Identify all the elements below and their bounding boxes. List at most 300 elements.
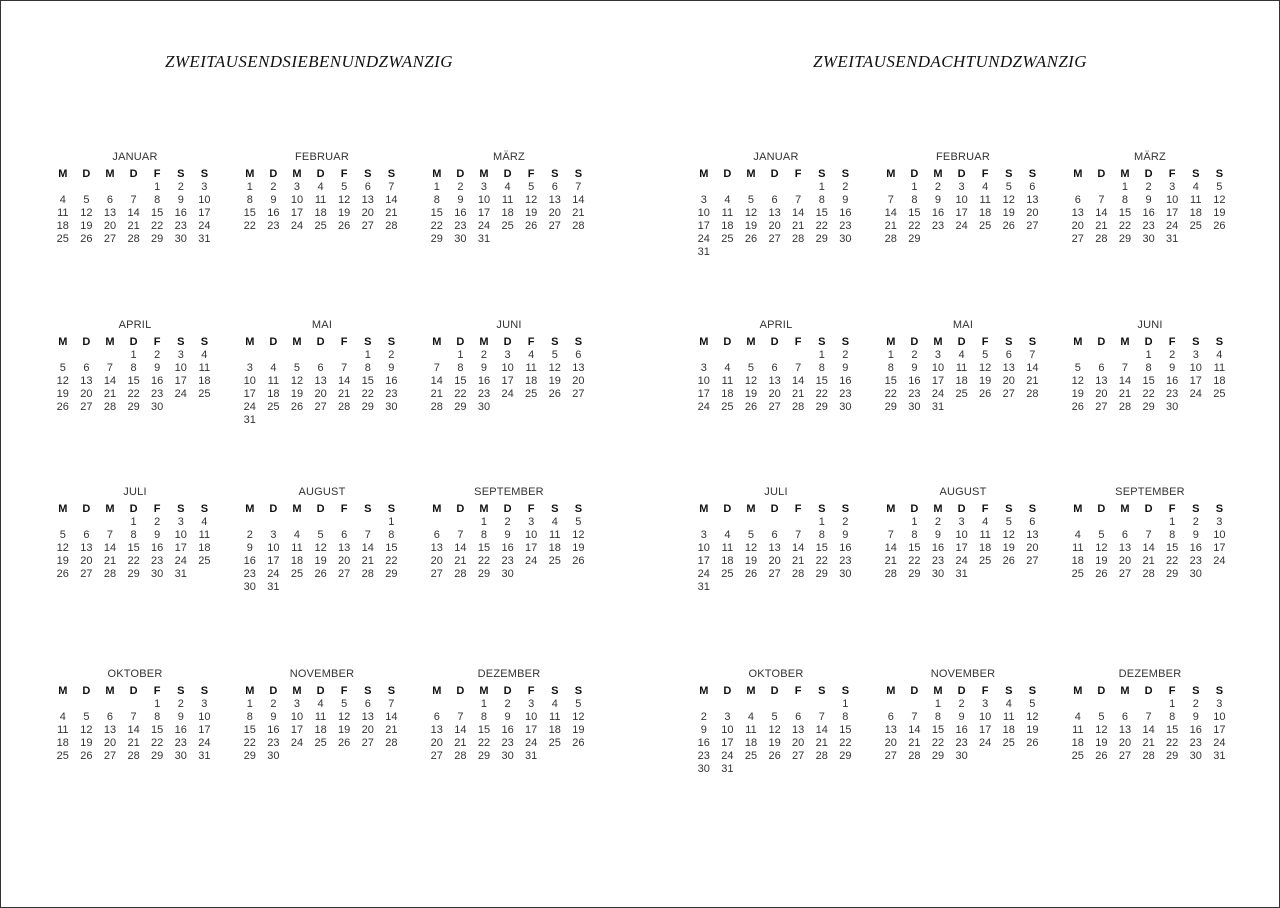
day-cell: 22 [931, 737, 945, 749]
day-cell: 21 [127, 737, 140, 749]
weekday-header: M [933, 168, 943, 180]
weekday-header: M [746, 685, 756, 697]
weekday-header: M [1073, 503, 1083, 515]
month-name: NOVEMBER [930, 668, 996, 680]
day-cell: 2 [246, 529, 253, 541]
day-cell: 8 [934, 711, 942, 723]
day-cell: 19 [338, 724, 351, 736]
weekday-header: D [1097, 168, 1106, 180]
empty-cell [1113, 349, 1137, 362]
day-cell: 27 [430, 750, 443, 762]
weekday-header: F [153, 336, 161, 348]
day-cell: 6 [771, 362, 778, 374]
day-cell: 31 [198, 233, 211, 245]
weekday-header: D [503, 503, 512, 515]
day-cell: 20 [103, 737, 117, 749]
day-cell: 18 [1189, 207, 1202, 219]
day-cell: 22 [1166, 555, 1179, 567]
day-cell: 26 [314, 568, 327, 580]
day-cell: 11 [57, 724, 69, 736]
day-cell: 5 [1098, 529, 1105, 541]
day-cell: 10 [697, 542, 710, 554]
weekday-header: F [1168, 168, 1176, 180]
day-cell: 24 [697, 401, 710, 413]
empty-cell [332, 516, 356, 529]
day-cell: 23 [243, 568, 256, 580]
day-cell: 19 [744, 220, 758, 232]
day-cell: 7 [818, 711, 825, 723]
day-cell: 25 [955, 388, 968, 400]
day-cell: 16 [243, 555, 256, 567]
weekday-header: S [177, 336, 185, 348]
day-cell: 25 [548, 737, 561, 749]
day-cell: 5 [747, 362, 755, 374]
day-cell: 25 [56, 233, 69, 245]
day-cell: 21 [1095, 220, 1108, 232]
month-block [425, 486, 593, 581]
day-cell: 1 [480, 698, 488, 710]
day-cell: 26 [1095, 750, 1108, 762]
weekday-header: F [153, 168, 161, 180]
day-cell: 12 [744, 207, 758, 219]
day-cell: 29 [815, 233, 828, 245]
day-cell: 30 [1142, 233, 1155, 245]
empty-cell [285, 349, 309, 362]
day-cell: 30 [174, 233, 187, 245]
day-cell: 15 [1166, 542, 1179, 554]
day-cell: 18 [198, 542, 211, 554]
empty-cell [879, 516, 903, 529]
weekday-header: S [200, 685, 209, 697]
day-cell: 25 [1213, 388, 1226, 400]
day-cell: 9 [457, 194, 464, 206]
day-cell: 10 [243, 375, 256, 387]
month-grid [879, 502, 1047, 581]
day-cell: 27 [572, 388, 585, 400]
day-cell: 1 [457, 349, 464, 361]
month-grid [425, 167, 593, 246]
day-cell: 7 [795, 194, 802, 206]
month-name: JUNI [496, 319, 522, 331]
day-cell: 29 [1166, 568, 1179, 580]
day-cell: 1 [1169, 516, 1176, 528]
day-cell: 3 [504, 349, 511, 361]
day-cell: 17 [1213, 724, 1226, 736]
weekday-header: S [200, 168, 209, 180]
empty-cell [51, 181, 75, 194]
day-cell: 26 [56, 568, 69, 580]
day-cell: 17 [955, 542, 968, 554]
month-block [425, 319, 593, 414]
day-cell: 3 [270, 529, 277, 541]
day-cell: 20 [314, 388, 327, 400]
weekday-header: D [1144, 168, 1153, 180]
weekday-header: M [292, 685, 302, 697]
weekday-header: F [794, 685, 802, 697]
day-cell: 13 [338, 542, 351, 554]
day-cell: 7 [457, 711, 464, 723]
weekday-header: D [456, 168, 465, 180]
day-cell: 19 [56, 388, 69, 400]
day-cell: 11 [549, 711, 561, 723]
day-cell: 1 [480, 516, 488, 528]
day-cell: 2 [1145, 181, 1152, 193]
weekday-header: M [479, 336, 489, 348]
day-cell: 18 [56, 220, 69, 232]
day-cell: 6 [1121, 711, 1129, 723]
day-cell: 5 [59, 529, 66, 541]
day-cell: 2 [911, 349, 918, 361]
day-cell: 14 [1095, 207, 1108, 219]
day-cell: 16 [931, 542, 945, 554]
day-cell: 26 [80, 750, 93, 762]
day-cell: 9 [504, 529, 511, 541]
day-cell: 15 [151, 724, 164, 736]
month-block [1066, 668, 1234, 763]
day-cell: 26 [290, 401, 304, 413]
month-block [879, 668, 1047, 763]
day-cell: 23 [1142, 220, 1155, 232]
day-cell: 24 [198, 737, 211, 749]
month-grid [425, 502, 593, 581]
weekday-header: F [1168, 685, 1176, 697]
weekday-header: S [387, 685, 396, 697]
month-grid [1066, 167, 1234, 246]
day-cell: 10 [525, 529, 538, 541]
weekday-header: F [794, 503, 802, 515]
day-cell: 9 [1145, 194, 1152, 206]
day-cell: 25 [198, 555, 211, 567]
day-cell: 6 [1121, 529, 1129, 541]
weekday-header: S [1005, 503, 1013, 515]
day-cell: 21 [908, 737, 921, 749]
day-cell: 28 [385, 220, 398, 232]
weekday-header: M [1120, 685, 1130, 697]
day-cell: 16 [501, 724, 514, 736]
day-cell: 23 [931, 220, 945, 232]
weekday-header: S [551, 168, 559, 180]
month-block [692, 486, 860, 594]
day-cell: 18 [721, 220, 734, 232]
day-cell: 8 [911, 194, 918, 206]
day-cell: 2 [1169, 349, 1176, 361]
weekday-header: S [1028, 503, 1037, 515]
day-cell: 24 [697, 568, 710, 580]
day-cell: 10 [290, 711, 304, 723]
day-cell: 23 [1189, 555, 1202, 567]
month-grid [51, 684, 219, 763]
day-cell: 3 [958, 516, 965, 528]
weekday-header: M [432, 685, 442, 697]
day-cell: 18 [267, 388, 280, 400]
empty-cell [51, 516, 75, 529]
day-cell: 26 [768, 750, 781, 762]
weekday-header: F [153, 503, 161, 515]
day-cell: 29 [151, 750, 164, 762]
month-block [1066, 319, 1234, 414]
day-cell: 6 [433, 529, 440, 541]
day-cell: 10 [525, 711, 538, 723]
day-cell: 12 [56, 542, 69, 554]
day-cell: 19 [1002, 542, 1015, 554]
day-cell: 10 [267, 542, 280, 554]
day-cell: 29 [815, 401, 828, 413]
day-cell: 9 [246, 542, 253, 554]
day-cell: 29 [931, 750, 945, 762]
day-cell: 15 [385, 542, 398, 554]
weekday-header: D [82, 685, 91, 697]
day-cell: 26 [338, 737, 351, 749]
day-cell: 25 [1071, 568, 1084, 580]
weekday-header: F [340, 336, 348, 348]
month-name: DEZEMBER [477, 668, 541, 680]
day-cell: 10 [174, 529, 187, 541]
weekday-header: M [746, 503, 756, 515]
day-cell: 13 [1118, 724, 1132, 736]
day-cell: 24 [955, 220, 968, 232]
day-cell: 5 [551, 349, 558, 361]
day-cell: 14 [572, 194, 585, 206]
day-cell: 17 [955, 207, 968, 219]
day-cell: 28 [127, 750, 140, 762]
day-cell: 11 [549, 529, 561, 541]
weekday-header: D [770, 168, 779, 180]
day-cell: 4 [551, 698, 558, 710]
day-cell: 10 [290, 194, 304, 206]
day-cell: 2 [842, 181, 849, 193]
day-cell: 12 [1026, 711, 1039, 723]
day-cell: 4 [293, 529, 301, 541]
empty-cell [309, 516, 333, 529]
day-cell: 8 [1169, 711, 1176, 723]
day-cell: 12 [290, 375, 304, 387]
weekday-header: F [527, 685, 535, 697]
empty-cell [75, 349, 99, 362]
day-cell: 6 [106, 711, 114, 723]
day-cell: 25 [1189, 220, 1202, 232]
month-block [692, 668, 860, 776]
day-cell: 8 [457, 362, 464, 374]
day-cell: 13 [80, 375, 93, 387]
day-cell: 30 [151, 401, 164, 413]
day-cell: 26 [1213, 220, 1226, 232]
empty-cell [449, 516, 473, 529]
day-cell: 3 [177, 349, 184, 361]
day-cell: 8 [911, 529, 918, 541]
weekday-header: S [177, 503, 185, 515]
day-cell: 13 [548, 194, 561, 206]
day-cell: 24 [525, 737, 538, 749]
day-cell: 22 [884, 388, 897, 400]
weekday-header: S [200, 336, 209, 348]
month-name: MAI [952, 319, 974, 331]
day-cell: 5 [1216, 181, 1223, 193]
day-cell: 1 [911, 181, 918, 193]
empty-cell [692, 698, 716, 711]
day-cell: 4 [270, 362, 277, 374]
day-cell: 13 [430, 542, 443, 554]
day-cell: 27 [103, 750, 117, 762]
day-cell: 15 [454, 375, 467, 387]
day-cell: 4 [724, 362, 731, 374]
day-cell: 18 [1002, 724, 1015, 736]
day-cell: 20 [361, 724, 374, 736]
day-cell: 8 [842, 711, 849, 723]
day-cell: 16 [174, 207, 187, 219]
day-cell: 28 [572, 220, 585, 232]
day-cell: 25 [1002, 737, 1015, 749]
day-cell: 27 [361, 737, 374, 749]
day-cell: 29 [361, 401, 374, 413]
day-cell: 19 [1071, 388, 1084, 400]
day-cell: 18 [548, 542, 561, 554]
day-cell: 15 [839, 724, 852, 736]
weekday-header: F [981, 503, 989, 515]
empty-cell [763, 181, 787, 194]
day-cell: 6 [364, 181, 371, 193]
day-cell: 9 [911, 362, 918, 374]
day-cell: 11 [1213, 362, 1226, 374]
weekday-header: S [177, 685, 185, 697]
empty-cell [692, 516, 716, 529]
day-cell: 28 [127, 233, 140, 245]
month-grid [51, 335, 219, 414]
day-cell: 15 [908, 542, 921, 554]
weekday-header: D [910, 336, 919, 348]
day-cell: 27 [1026, 220, 1039, 232]
day-cell: 18 [955, 375, 968, 387]
day-cell: 13 [1071, 207, 1084, 219]
weekday-header: M [105, 503, 115, 515]
day-cell: 25 [721, 568, 734, 580]
day-cell: 21 [385, 724, 398, 736]
day-cell: 10 [1189, 362, 1202, 374]
day-cell: 26 [548, 388, 561, 400]
empty-cell [98, 349, 122, 362]
day-cell: 26 [1095, 568, 1108, 580]
month-name: OKTOBER [748, 668, 804, 680]
day-cell: 11 [291, 542, 303, 554]
day-cell: 20 [430, 737, 443, 749]
day-cell: 3 [1169, 181, 1176, 193]
day-cell: 12 [744, 542, 758, 554]
day-cell: 22 [908, 220, 921, 232]
day-cell: 25 [314, 220, 327, 232]
day-cell: 27 [361, 220, 374, 232]
weekday-header: M [699, 168, 709, 180]
month-grid [238, 502, 406, 594]
empty-cell [309, 349, 333, 362]
day-cell: 13 [1095, 375, 1108, 387]
weekday-header: S [574, 503, 583, 515]
day-cell: 27 [430, 568, 443, 580]
day-cell: 25 [267, 401, 280, 413]
day-cell: 29 [839, 750, 852, 762]
weekday-header: S [387, 336, 396, 348]
empty-cell [238, 516, 262, 529]
day-cell: 16 [267, 724, 280, 736]
day-cell: 17 [477, 207, 491, 219]
weekday-header: F [527, 168, 535, 180]
weekday-header: M [292, 336, 302, 348]
day-cell: 9 [1169, 362, 1176, 374]
empty-cell [692, 349, 716, 362]
month-grid [879, 167, 1047, 246]
day-cell: 19 [1026, 724, 1039, 736]
day-cell: 4 [747, 711, 755, 723]
month-block [51, 319, 219, 414]
day-cell: 15 [815, 375, 828, 387]
day-cell: 15 [243, 724, 256, 736]
day-cell: 2 [480, 349, 488, 361]
day-cell: 8 [818, 362, 825, 374]
month-block [879, 486, 1047, 581]
month-block [425, 151, 593, 246]
day-cell: 14 [884, 542, 897, 554]
day-cell: 7 [364, 529, 371, 541]
day-cell: 9 [934, 529, 942, 541]
day-cell: 2 [504, 698, 511, 710]
empty-cell [425, 349, 449, 362]
day-cell: 18 [198, 375, 211, 387]
day-cell: 29 [908, 233, 921, 245]
day-cell: 31 [955, 568, 968, 580]
day-cell: 23 [697, 750, 710, 762]
weekday-header: D [456, 336, 465, 348]
year-title-2028: ZWEITAUSENDACHTUNDZWANZIG [813, 52, 1087, 71]
day-cell: 13 [80, 542, 93, 554]
empty-cell [1090, 516, 1114, 529]
empty-cell [786, 181, 810, 194]
weekday-header: D [723, 336, 732, 348]
day-cell: 10 [1213, 529, 1226, 541]
day-cell: 20 [430, 555, 443, 567]
day-cell: 13 [572, 362, 585, 374]
day-cell: 13 [103, 724, 117, 736]
empty-cell [1066, 349, 1090, 362]
day-cell: 5 [747, 194, 755, 206]
weekday-header: M [105, 336, 115, 348]
day-cell: 1 [388, 516, 395, 528]
weekday-header: D [1097, 336, 1106, 348]
day-cell: 16 [454, 207, 467, 219]
day-cell: 10 [979, 711, 992, 723]
weekday-header: M [105, 168, 115, 180]
day-cell: 8 [154, 194, 161, 206]
empty-cell [98, 698, 122, 711]
day-cell: 5 [1074, 362, 1081, 374]
month-grid [425, 335, 593, 414]
day-cell: 8 [1145, 362, 1152, 374]
day-cell: 21 [572, 207, 585, 219]
weekday-header: M [432, 336, 442, 348]
day-cell: 17 [174, 375, 187, 387]
month-grid [238, 167, 406, 233]
day-cell: 9 [270, 194, 277, 206]
day-cell: 16 [385, 375, 398, 387]
day-cell: 23 [501, 555, 514, 567]
day-cell: 27 [792, 750, 805, 762]
day-cell: 30 [931, 568, 945, 580]
day-cell: 2 [958, 698, 965, 710]
month-block [692, 319, 860, 414]
month-block [51, 668, 219, 763]
day-cell: 23 [839, 555, 852, 567]
weekday-header: S [574, 168, 583, 180]
weekday-header: D [269, 336, 278, 348]
day-cell: 12 [1002, 529, 1015, 541]
empty-cell [356, 516, 380, 529]
